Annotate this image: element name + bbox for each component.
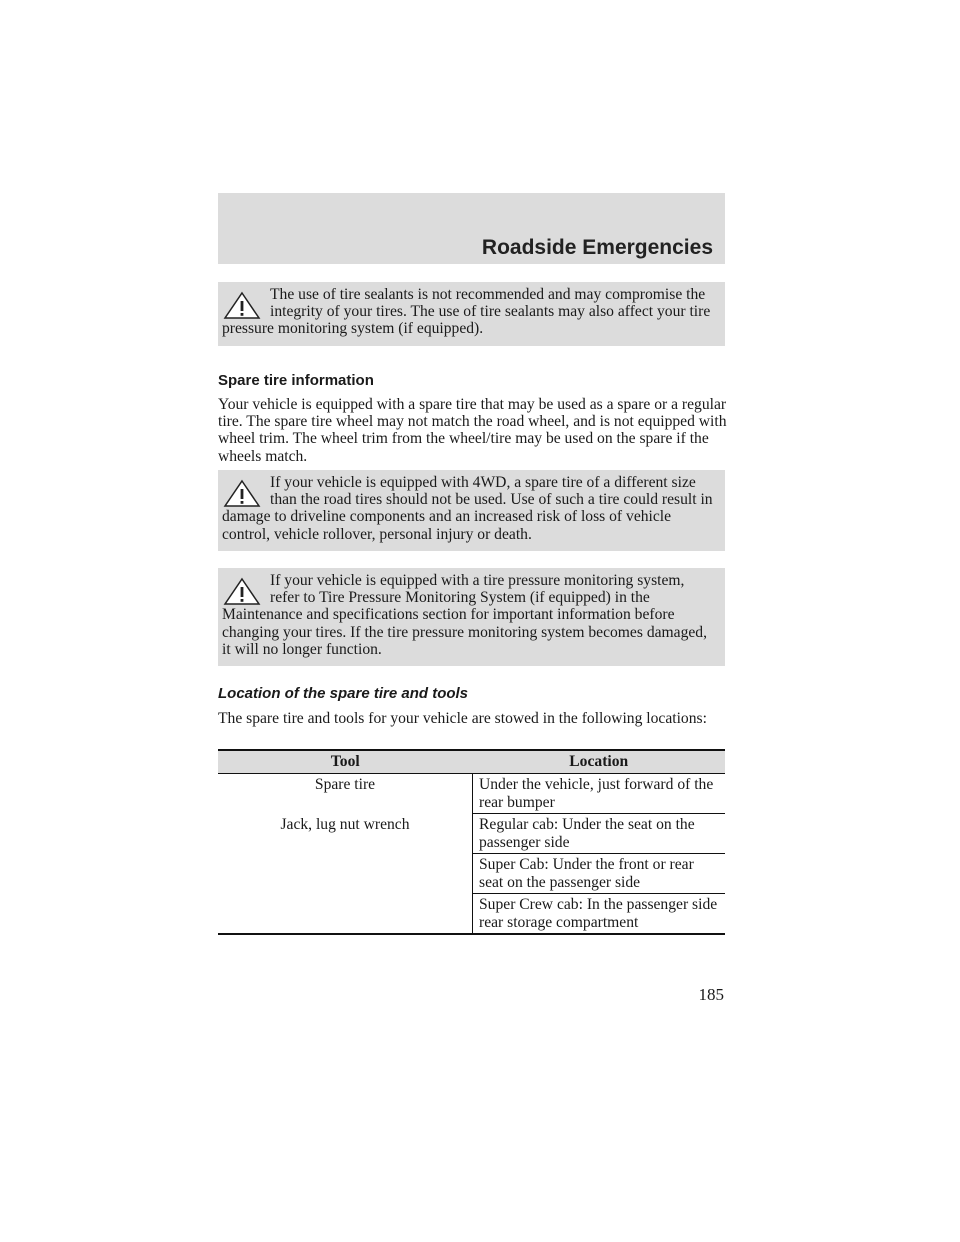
- location-cell: Super Crew cab: In the passenger side rear storage compartment: [479, 896, 718, 931]
- section-heading-location: Location of the spare tire and tools: [218, 685, 469, 702]
- warning-triangle-icon: [222, 478, 262, 508]
- warning-triangle-icon: [222, 576, 262, 606]
- chapter-title: Roadside Emergencies: [481, 236, 713, 259]
- location-intro-paragraph: The spare tire and tools for your vehicle are stowed in the following locations:: [218, 710, 707, 727]
- warning-box-tpms: [218, 568, 725, 666]
- tool-location-table: [218, 749, 725, 935]
- table-header-location: Location: [473, 750, 726, 774]
- warning-box-sealants: [218, 282, 725, 346]
- page-number: 185: [698, 985, 724, 1004]
- location-cell: Under the vehicle, just forward of the rear bumper: [473, 774, 726, 814]
- location-cell: Regular cab: Under the seat on the passenger side: [473, 814, 726, 854]
- table-row: [218, 774, 725, 814]
- table-row: [218, 814, 725, 854]
- spare-tire-paragraph: Your vehicle is equipped with a spare tire that may be used as a spare or a regular tire. The spare tire wheel may not match the road wheel, and is not equipped with wheel trim. The wheel trim from the wheel/tire may be used on the spare if the wheels match.: [218, 396, 727, 465]
- tool-cell: Spare tire: [218, 774, 473, 814]
- warning-box-4wd: [218, 470, 725, 551]
- table-header-tool: Tool: [218, 750, 473, 774]
- warning-triangle-icon: [222, 290, 262, 320]
- section-heading-spare-tire-information: Spare tire information: [218, 372, 374, 389]
- tool-cell: Jack, lug nut wrench: [218, 814, 473, 935]
- warning-text: If your vehicle is equipped with 4WD, a spare tire of a different size than the road tires should not be used. Use of such a tire could result in damage to driveline components and an increased risk of loss of vehicle control, vehicle rollover, personal injury or death.: [222, 474, 713, 543]
- chapter-header-band: [218, 193, 725, 264]
- table-header-row: [218, 750, 725, 774]
- warning-text: The use of tire sealants is not recommended and may compromise the integrity of your tires. The use of tire sealants may also affect your tire pressure monitoring system (if equipped).: [222, 286, 711, 338]
- location-cell: Super Cab: Under the front or rear seat on the passenger side: [473, 854, 726, 894]
- warning-text: If your vehicle is equipped with a tire pressure monitoring system, refer to Tire Pressure Monitoring System (if equipped) in the Maintenance and specifications section for important information before changing your tires. If the tire pressure monitoring system becomes damaged, it will no longer function.: [222, 572, 708, 658]
